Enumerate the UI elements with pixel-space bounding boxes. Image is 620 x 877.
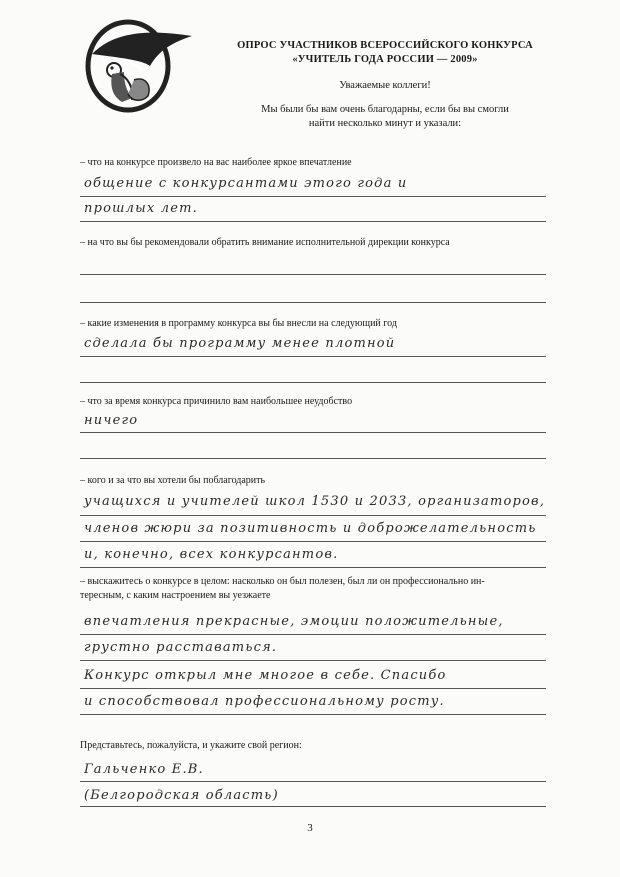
answer-line bbox=[80, 541, 546, 542]
question-5-answer-line-1: учащихся и учителей школ 1530 и 2033, организаторов, bbox=[84, 494, 546, 509]
question-6-answer-line-3: Конкурс открыл мне многое в себе. Спасибо bbox=[84, 668, 447, 683]
answer-line bbox=[80, 302, 546, 303]
region-answer-name: Гальченко Е.В. bbox=[84, 762, 204, 777]
region-label: Представьтесь, пожалуйста, и укажите свой регион: bbox=[80, 740, 302, 751]
question-3-answer-line-1: сделала бы программу менее плотной bbox=[84, 336, 396, 351]
answer-line bbox=[80, 660, 546, 661]
question-1-answer-line-1: общение с конкурсантами этого года и bbox=[84, 176, 408, 191]
question-5-label: – кого и за что вы хотели бы поблагодарить bbox=[80, 475, 266, 486]
question-5-answer-line-2: членов жюри за позитивность и доброжелательность bbox=[84, 521, 537, 536]
question-6-label-line-2: тересным, с каким настроением вы уезжаете bbox=[80, 590, 271, 601]
question-4-answer-line-1: ничего bbox=[84, 413, 139, 428]
region-answer-region: (Белгородская область) bbox=[84, 788, 279, 803]
answer-line bbox=[80, 356, 546, 357]
question-5-answer-line-3: и, конечно, всех конкурсантов. bbox=[84, 547, 339, 562]
intro-line-1: Мы были бы вам очень благодарны, если бы вы смогли bbox=[261, 104, 509, 115]
answer-line bbox=[80, 634, 546, 635]
answer-line bbox=[80, 567, 546, 568]
answer-line bbox=[80, 432, 546, 433]
question-6-label-line-1: – выскажитесь о конкурсе в целом: насколько он был полезен, был ли он профессионально ин- bbox=[80, 576, 485, 587]
answer-line bbox=[80, 196, 546, 197]
greeting: Уважаемые коллеги! bbox=[339, 80, 431, 91]
answer-line bbox=[80, 458, 546, 459]
question-3-label: – какие изменения в программу конкурса вы бы внесли на следующий год bbox=[80, 318, 397, 329]
question-6-answer-line-1: впечатления прекрасные, эмоции положительные, bbox=[84, 614, 504, 629]
answer-line bbox=[80, 274, 546, 275]
question-2-label: – на что вы бы рекомендовали обратить внимание исполнительной дирекции конкурса bbox=[80, 237, 450, 248]
question-1-label: – что на конкурсе произвело на вас наиболее яркое впечатление bbox=[80, 157, 352, 168]
answer-line bbox=[80, 515, 546, 516]
pelican-logo-icon bbox=[72, 14, 202, 114]
answer-line bbox=[80, 714, 546, 715]
answer-line bbox=[80, 382, 546, 383]
question-6-answer-line-2: грустно расставаться. bbox=[84, 640, 278, 655]
answer-line bbox=[80, 806, 546, 807]
answer-line bbox=[80, 781, 546, 782]
survey-title-line-1: ОПРОС УЧАСТНИКОВ ВСЕРОССИЙСКОГО КОНКУРСА bbox=[237, 40, 533, 51]
question-1-answer-line-2: прошлых лет. bbox=[84, 201, 198, 216]
answer-line bbox=[80, 221, 546, 222]
survey-title-line-2: «УЧИТЕЛЬ ГОДА РОССИИ — 2009» bbox=[292, 54, 478, 65]
answer-line bbox=[80, 688, 546, 689]
page-number: 3 bbox=[307, 822, 313, 834]
question-4-label: – что за время конкурса причинило вам наибольшее неудобство bbox=[80, 396, 353, 407]
question-6-answer-line-4: и способствовал профессиональному росту. bbox=[84, 694, 445, 709]
intro-line-2: найти несколько минут и указали: bbox=[308, 118, 462, 129]
